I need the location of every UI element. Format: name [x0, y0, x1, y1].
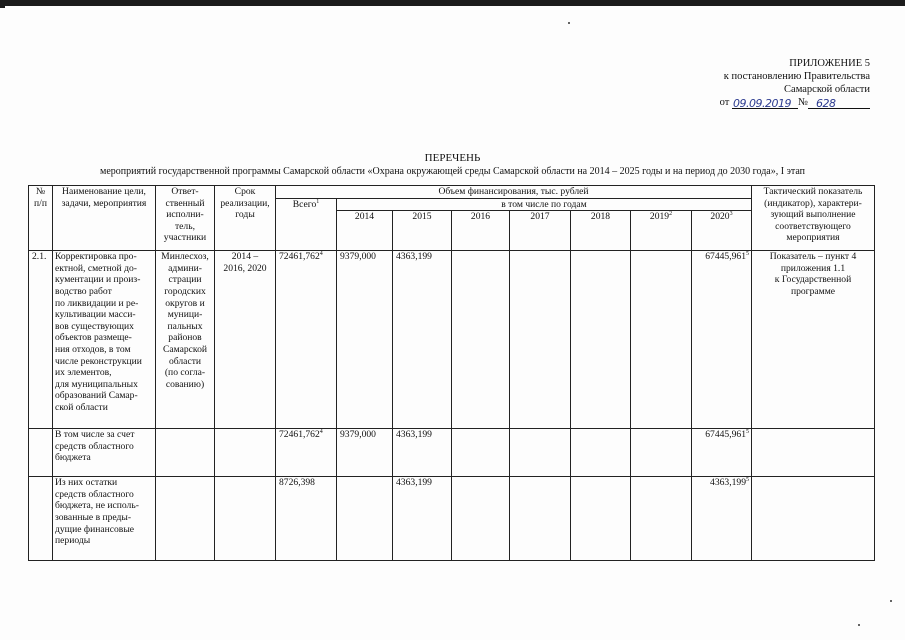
financing-table — [28, 185, 875, 561]
row-responsible — [156, 477, 215, 561]
row-total: 72461,762$^4$ — [276, 429, 337, 477]
scan-edge-top — [0, 0, 905, 6]
row-2016 — [452, 251, 510, 429]
date-field — [732, 96, 798, 109]
header-num: № п/п — [29, 186, 53, 251]
row-2018 — [571, 477, 631, 561]
header-year: 2015 — [393, 211, 452, 251]
row-term — [215, 429, 276, 477]
row-2018 — [571, 429, 631, 477]
header-year: 2017 — [510, 211, 571, 251]
row-indicator — [752, 429, 875, 477]
row-name: Корректировка про- ектной, сметной до- кументации и произ- водство работ по ликвидации и ре- культивации масси- вов существующих объектов размеще- ния отходов, в том числе реконструкции их элементов, для муниципальных образований Самар- ской области — [53, 251, 156, 429]
table-row — [29, 251, 875, 429]
header-year: 2019$^2$ — [631, 211, 692, 251]
date-prefix: от — [719, 97, 730, 108]
row-name: Из них остатки средств областного бюджета, не исполь- зованные в преды- дущие финансовые периоды — [53, 477, 156, 561]
scan-edge-corner — [0, 0, 5, 8]
header-by-years: в том числе по годам — [337, 198, 752, 211]
header-name: Наименование цели, задачи, мероприятия — [53, 186, 156, 251]
header-year: 2014 — [337, 211, 393, 251]
header-indicator: Тактический показатель (индикатор), характери- зующий выполнение соответствующего мероприятия — [752, 186, 875, 251]
row-2017 — [510, 429, 571, 477]
row-2020: 67445,961$^5$ — [692, 251, 752, 429]
row-2015: 4363,199 — [393, 477, 452, 561]
row-indicator: Показатель – пункт 4 приложения 1.1 к Государственной программе — [752, 251, 875, 429]
header-year: 2016 — [452, 211, 510, 251]
row-2019 — [631, 251, 692, 429]
header-financing: Объем финансирования, тыс. рублей — [276, 186, 752, 199]
number-field — [808, 96, 870, 109]
number-prefix: № — [797, 97, 808, 108]
row-2018 — [571, 251, 631, 429]
row-2019 — [631, 477, 692, 561]
header-total: Всего$^1$ — [276, 198, 337, 251]
row-total: 8726,398 — [276, 477, 337, 561]
row-term: 2014 – 2016, 2020 — [215, 251, 276, 429]
row-num — [29, 429, 53, 477]
header-term: Срок реализации, годы — [215, 186, 276, 251]
row-2017 — [510, 251, 571, 429]
row-num: 2.1. — [29, 251, 53, 429]
row-responsible — [156, 429, 215, 477]
header-year: 2020$^3$ — [692, 211, 752, 251]
row-num — [29, 477, 53, 561]
row-2014 — [337, 477, 393, 561]
row-responsible: Минлесхоз, админи- страции городских округов и муници- пальных районов Самарской области (по согла- сованию) — [156, 251, 215, 429]
row-2014: 9379,000 — [337, 429, 393, 477]
scan-speck — [890, 600, 892, 602]
row-2017 — [510, 477, 571, 561]
row-2020: 67445,961$^5$ — [692, 429, 752, 477]
table-row — [29, 429, 875, 477]
document-title: ПЕРЕЧЕНЬ — [424, 152, 481, 164]
handwritten-date: 09.09.2019 — [732, 97, 791, 110]
scan-speck — [858, 624, 860, 626]
appendix-line-2: к постановлению Правительства — [723, 71, 870, 82]
appendix-line-1: ПРИЛОЖЕНИЕ 5 — [789, 58, 870, 69]
row-2020: 4363,199$^5$ — [692, 477, 752, 561]
header-responsible: Ответ- ственный исполни- тель, участники — [156, 186, 215, 251]
row-2019 — [631, 429, 692, 477]
row-total: 72461,762$^4$ — [276, 251, 337, 429]
row-2016 — [452, 429, 510, 477]
header-year: 2018 — [571, 211, 631, 251]
document-subtitle: мероприятий государственной программы Самарской области «Охрана окружающей среды Самарской области на 2014 – 2025 годы и на период до 2030 года», I этап — [99, 166, 806, 177]
row-2014: 9379,000 — [337, 251, 393, 429]
table-row — [29, 477, 875, 561]
row-2016 — [452, 477, 510, 561]
appendix-date-line — [720, 96, 870, 109]
appendix-line-3: Самарской области — [784, 84, 870, 95]
row-indicator — [752, 477, 875, 561]
row-term — [215, 477, 276, 561]
row-name: В том числе за счет средств областного бюджета — [53, 429, 156, 477]
row-2015: 4363,199 — [393, 251, 452, 429]
handwritten-number: 628 — [816, 97, 836, 110]
appendix-block — [720, 57, 870, 109]
row-2015: 4363,199 — [393, 429, 452, 477]
scan-speck — [568, 22, 570, 24]
